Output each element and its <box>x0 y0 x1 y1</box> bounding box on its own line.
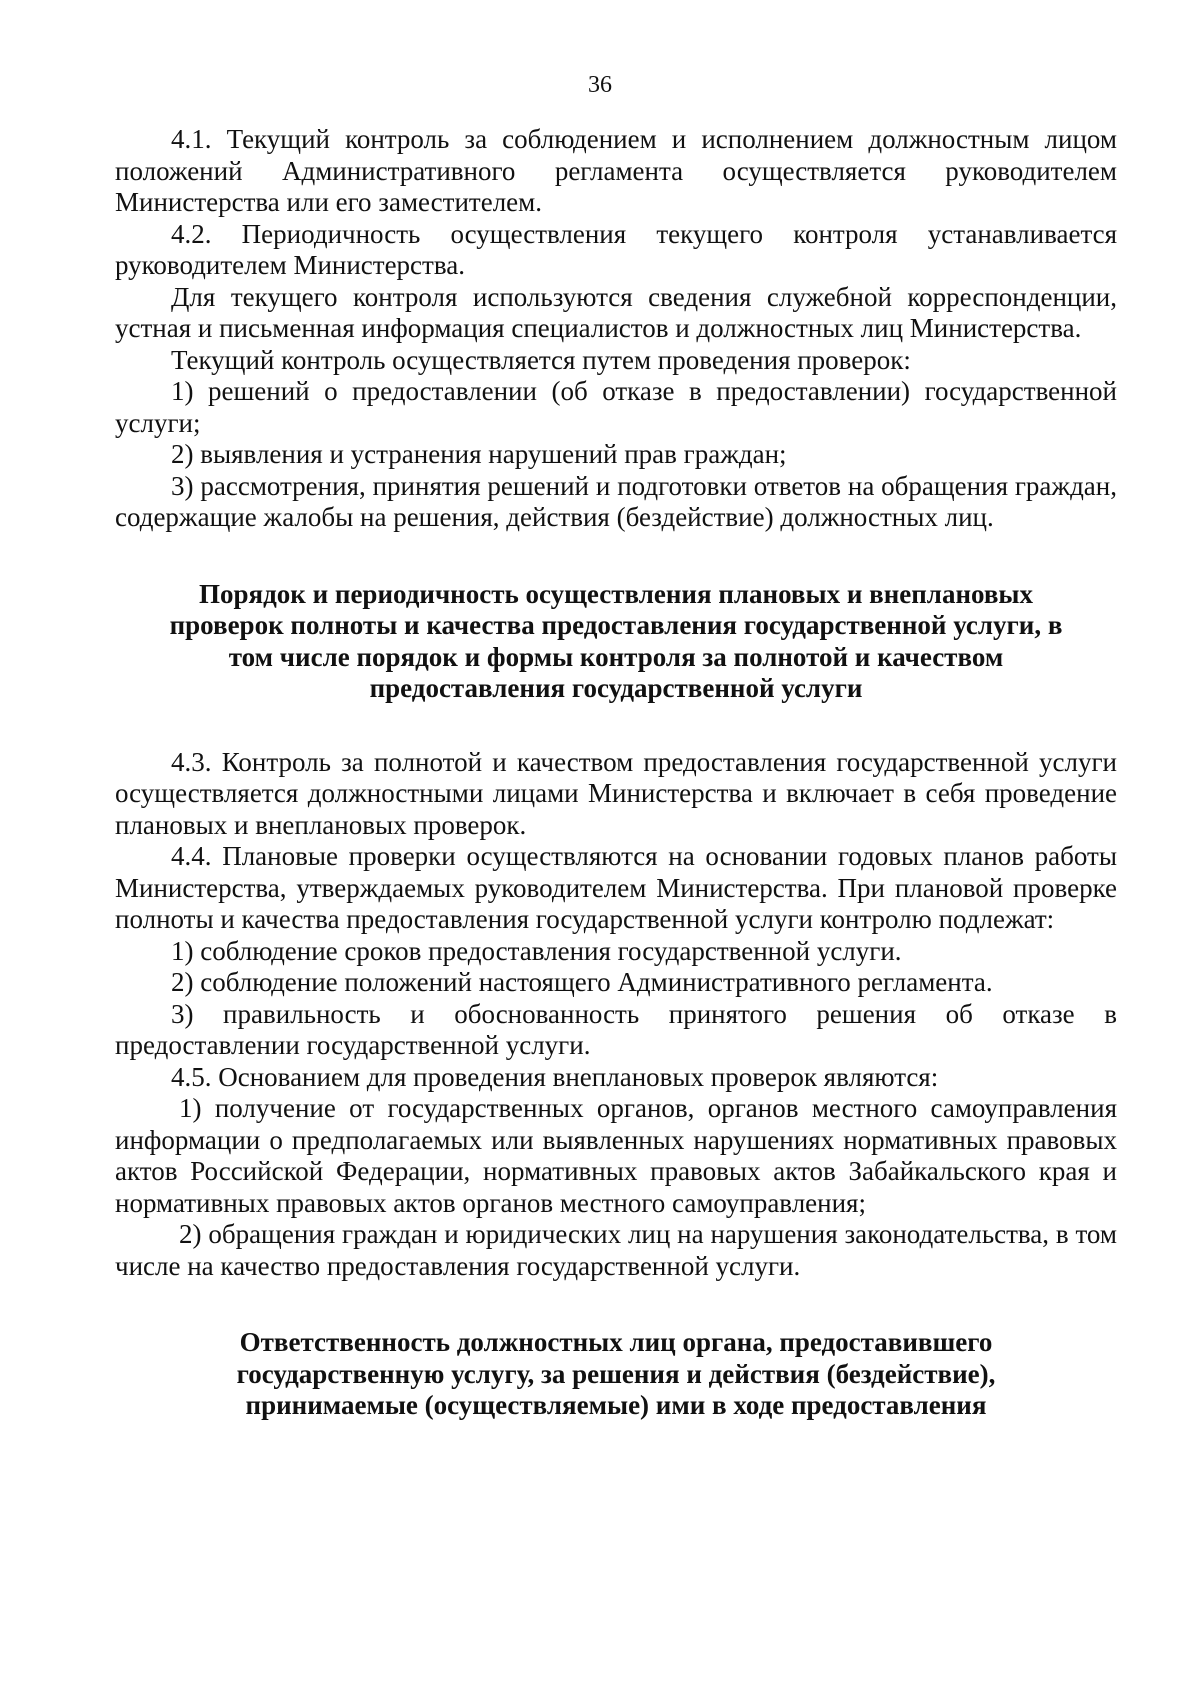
paragraph-4-3: 4.3. Контроль за полнотой и качеством предоставления государственной услуги осуществляется должностными лицами Министерства и включает в себя проведение плановых и внеплановых проверок. <box>115 746 1117 840</box>
list-item-2: 2) соблюдение положений настоящего Административного регламента. <box>171 967 993 997</box>
section-heading-responsibility: Ответственность должностных лиц органа, предоставившего государственную услугу, за решения и действия (бездействие), принимаемые (осуществляемые) ими в ходе предоставления <box>236 1327 996 1420</box>
paragraph-4-2: 4.2. Периодичность осуществления текущего контроля устанавливается руководителем Министерства. <box>115 218 1117 280</box>
list-item-2: 2) выявления и устранения нарушений прав граждан; <box>171 439 787 469</box>
spacer <box>115 705 1117 747</box>
list-item-2: 2) обращения граждан и юридических лиц на нарушения законодательства, в том числе на качество предоставления государственной услуги. <box>115 1219 1117 1281</box>
spacer <box>115 1282 1117 1327</box>
paragraph-control-sources: Для текущего контроля используются сведения служебной корреспонденции, устная и письменная информация специалистов и должностных лиц Министерства. <box>115 281 1117 343</box>
paragraph-4-4: 4.4. Плановые проверки осуществляются на основании годовых планов работы Министерства, утверждаемых руководителем Министерства. При плановой проверке полноты и качества предоставления государственной услуги контролю подлежат: <box>115 841 1117 934</box>
list-item-1: 1) решений о предоставлении (об отказе в предоставлении) государственной услуги; <box>115 376 1117 438</box>
spacer <box>115 534 1117 579</box>
list-item-1: 1) соблюдение сроков предоставления государственной услуги. <box>171 935 902 966</box>
section-heading-inspections: Порядок и периодичность осуществления плановых и внеплановых проверок полноты и качества предоставления государственной услуги, в том числе порядок и формы контроля за полнотой и качеством предоставления государственной услуги <box>169 578 1063 703</box>
page-number: 36 <box>588 72 612 98</box>
list-item-3: 3) правильность и обоснованность принятого решения об отказе в предоставлении государственной услуги. <box>115 998 1117 1060</box>
document-body <box>115 124 1117 1422</box>
list-item-1: 1) получение от государственных органов, органов местного самоуправления информации о предполагаемых или выявленных нарушениях нормативных правовых актов Российской Федерации, нормативных правовых актов Забайкальского края и нормативных правовых актов органов местного самоуправления; <box>115 1093 1117 1218</box>
paragraph-4-1: 4.1. Текущий контроль за соблюдением и исполнением должностным лицом положений Административного регламента осуществляется руководителем Министерства или его заместителем. <box>115 124 1117 217</box>
paragraph-4-5: 4.5. Основанием для проведения внеплановых проверок являются: <box>171 1061 939 1092</box>
list-item-3: 3) рассмотрения, принятия решений и подготовки ответов на обращения граждан, содержащие жалобы на решения, действия (бездействие) должностных лиц. <box>115 470 1117 532</box>
paragraph-checks-intro: Текущий контроль осуществляется путем проведения проверок: <box>171 344 911 375</box>
